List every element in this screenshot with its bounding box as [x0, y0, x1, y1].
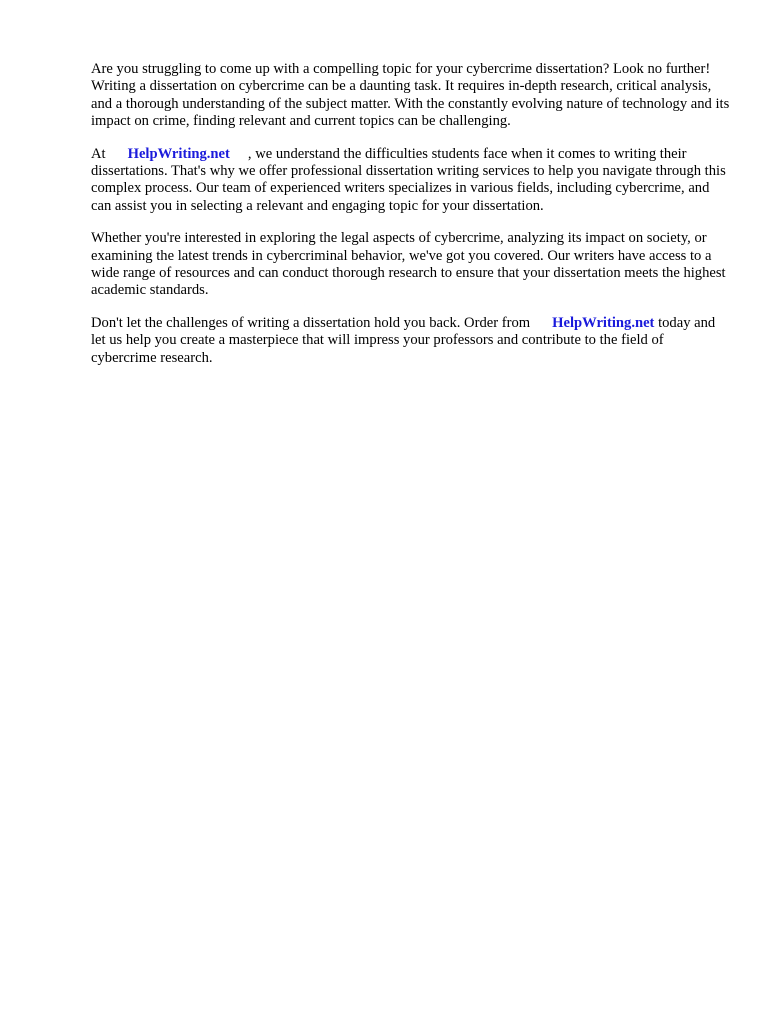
- paragraph-about-text: , we understand the difficulties students face when it comes to writing their dissertations. That's why we offer professional dissertation writing services to help you navigate through this complex process. Our team of experienced writers specializes in various fields, including cybercrime, and can assist you in selecting a relevant and engaging topic for your dissertation.: [91, 145, 726, 214]
- paragraph-call-to-action: [91, 315, 731, 367]
- helpwriting-link[interactable]: HelpWriting.net: [127, 145, 230, 162]
- document-body: [91, 61, 731, 382]
- paragraph-topics-text: Whether you're interested in exploring the legal aspects of cybercrime, analyzing its impact on society, or examining the latest trends in cybercriminal behavior, we've got you covered. Our writers have access to a wide range of resources and can conduct thorough research to ensure that your dissertation meets the highest academic standards.: [91, 230, 726, 299]
- paragraph-about-lead: At: [91, 145, 106, 162]
- paragraph-topics: [91, 230, 731, 300]
- helpwriting-order-link[interactable]: HelpWriting.net: [552, 314, 655, 331]
- paragraph-cta-text: today and let us help you create a masterpiece that will impress your professors and contribute to the field of cybercrime research.: [91, 314, 716, 366]
- paragraph-cta-lead: Don't let the challenges of writing a dissertation hold you back. Order from: [91, 314, 531, 331]
- paragraph-about: [91, 146, 731, 216]
- paragraph-intro-text: Are you struggling to come up with a compelling topic for your cybercrime dissertation? Look no further! Writing a dissertation on cybercrime can be a daunting task. It requires in-depth research, critical analysis, and a thorough understanding of the subject matter. With the constantly evolving nature of technology and its impact on crime, finding relevant and current topics can be challenging.: [91, 61, 730, 130]
- paragraph-intro: [91, 61, 731, 131]
